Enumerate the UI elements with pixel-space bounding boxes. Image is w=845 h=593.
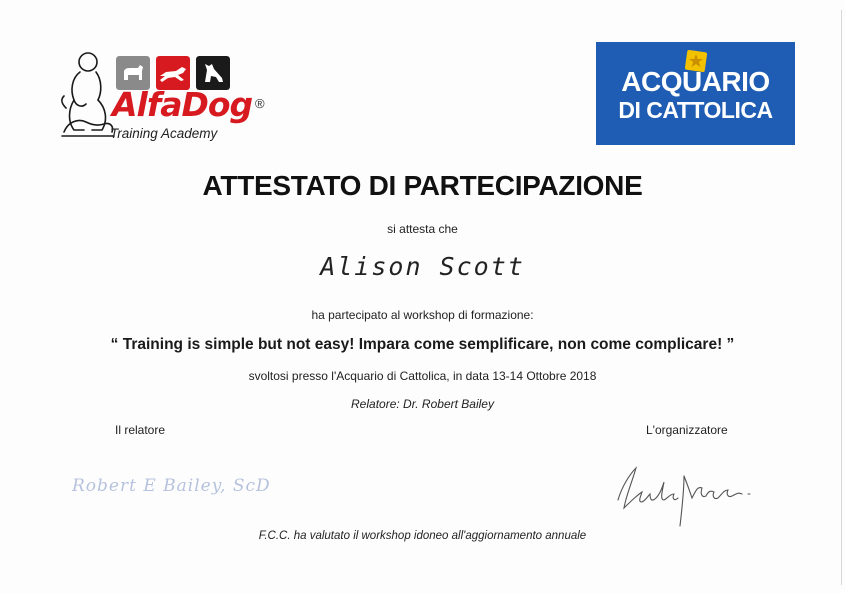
speaker-text: Relatore: Dr. Robert Bailey	[351, 397, 494, 411]
footer-note: F.C.C. ha valutato il workshop idoneo all'aggiornamento annuale	[258, 530, 587, 542]
certificate-title: ATTESTATO DI PARTECIPAZIONE	[202, 170, 643, 201]
alfadog-wordmark: AlfaDog	[112, 85, 253, 124]
organizer-signature	[612, 456, 762, 532]
intro-text: si attesta che	[387, 222, 458, 236]
alfadog-logo	[58, 48, 278, 148]
venue-date-text: svoltosi presso l'Acquario di Cattolica, in data 13-14 Ottobre 2018	[248, 369, 597, 383]
participation-text: ha partecipato al workshop di formazione:	[311, 308, 534, 322]
speaker-signatory-label: Il relatore	[115, 423, 166, 437]
acquario-logo	[596, 42, 795, 145]
child-with-dog-icon	[58, 48, 118, 143]
workshop-title: “ Training is simple but not easy! Impara come semplificare, non come complicare! ”	[110, 336, 735, 353]
organizer-signatory-label: L'organizzatore	[646, 423, 728, 437]
page-edge-line	[841, 10, 842, 585]
alfadog-subtitle: Training Academy	[110, 126, 218, 141]
speaker-signature: Robert E Bailey, ScD	[72, 476, 271, 496]
registered-mark: ®	[255, 96, 265, 111]
recipient-name: Alison Scott	[320, 252, 525, 281]
acquario-line2: DI CATTOLICA	[618, 97, 773, 123]
acquario-line1: ACQUARIO	[621, 66, 770, 97]
